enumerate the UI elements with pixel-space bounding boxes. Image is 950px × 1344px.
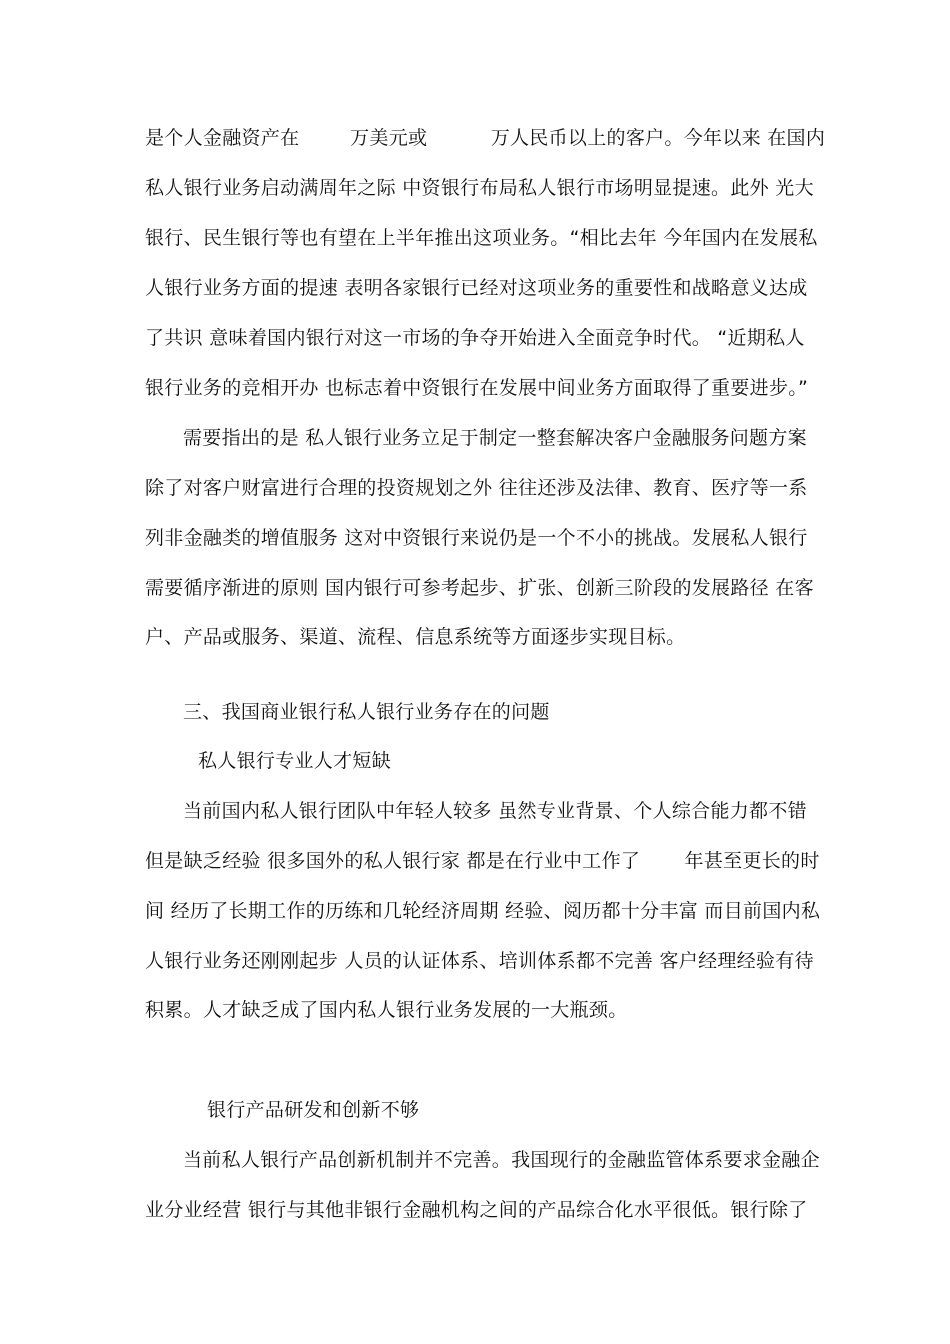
section-heading: 三、我国商业银行私人银行业务存在的问题: [183, 701, 550, 723]
paragraph-line: 银行、民生银行等也有望在上半年推出这项业务。“相比去年 今年国内在发展私: [145, 227, 818, 249]
paragraph-line: 除了对客户财富进行合理的投资规划之外 往往还涉及法律、教育、医疗等一系: [145, 477, 808, 499]
paragraph-line: 人银行业务方面的提速 表明各家银行已经对这项业务的重要性和战略意义达成: [145, 277, 808, 299]
paragraph-line: 是个人金融资产在 万美元或 万人民币以上的客户。今年以来 在国内: [145, 127, 826, 149]
paragraph-line: 列非金融类的增值服务 这对中资银行来说仍是一个不小的挑战。发展私人银行: [145, 527, 808, 549]
paragraph-line: 私人银行业务启动满周年之际 中资银行布局私人银行市场明显提速。此外 光大: [145, 177, 814, 199]
paragraph-line: 但是缺乏经验 很多国外的私人银行家 都是在行业中工作了 年甚至更长的时: [145, 850, 820, 872]
paragraph-line: 了共识 意味着国内银行对这一市场的争夺开始进入全面竞争时代。 “近期私人: [145, 327, 805, 349]
paragraph-line: 间 经历了长期工作的历练和几轮经济周期 经验、阅历都十分丰富 而目前国内私: [145, 900, 821, 922]
paragraph-line: 积累。人才缺乏成了国内私人银行业务发展的一大瓶颈。: [145, 999, 628, 1021]
paragraph-line: 人银行业务还刚刚起步 人员的认证体系、培训体系都不完善 客户经理经验有待: [145, 950, 814, 972]
paragraph-line: 业分业经营 银行与其他非银行金融机构之间的产品综合化水平很低。银行除了: [145, 1199, 808, 1221]
paragraph-line: 需要循序渐进的原则 国内银行可参考起步、扩张、创新三阶段的发展路径 在客: [145, 577, 814, 599]
paragraph-line: 当前私人银行产品创新机制并不完善。我国现行的金融监管体系要求金融企: [183, 1149, 820, 1171]
paragraph-line: 需要指出的是 私人银行业务立足于制定一整套解决客户金融服务问题方案: [183, 427, 807, 449]
paragraph-line: 当前国内私人银行团队中年轻人较多 虽然专业背景、个人综合能力都不错: [183, 800, 807, 822]
subheading-talent-shortage: 私人银行专业人才短缺: [198, 750, 392, 772]
subheading-product-innovation: 银行产品研发和创新不够: [207, 1099, 420, 1121]
paragraph-line: 户、产品或服务、渠道、流程、信息系统等方面逐步实现目标。: [145, 626, 686, 648]
paragraph-line: 银行业务的竞相开办 也标志着中资银行在发展中间业务方面取得了重要进步。”: [145, 377, 809, 399]
